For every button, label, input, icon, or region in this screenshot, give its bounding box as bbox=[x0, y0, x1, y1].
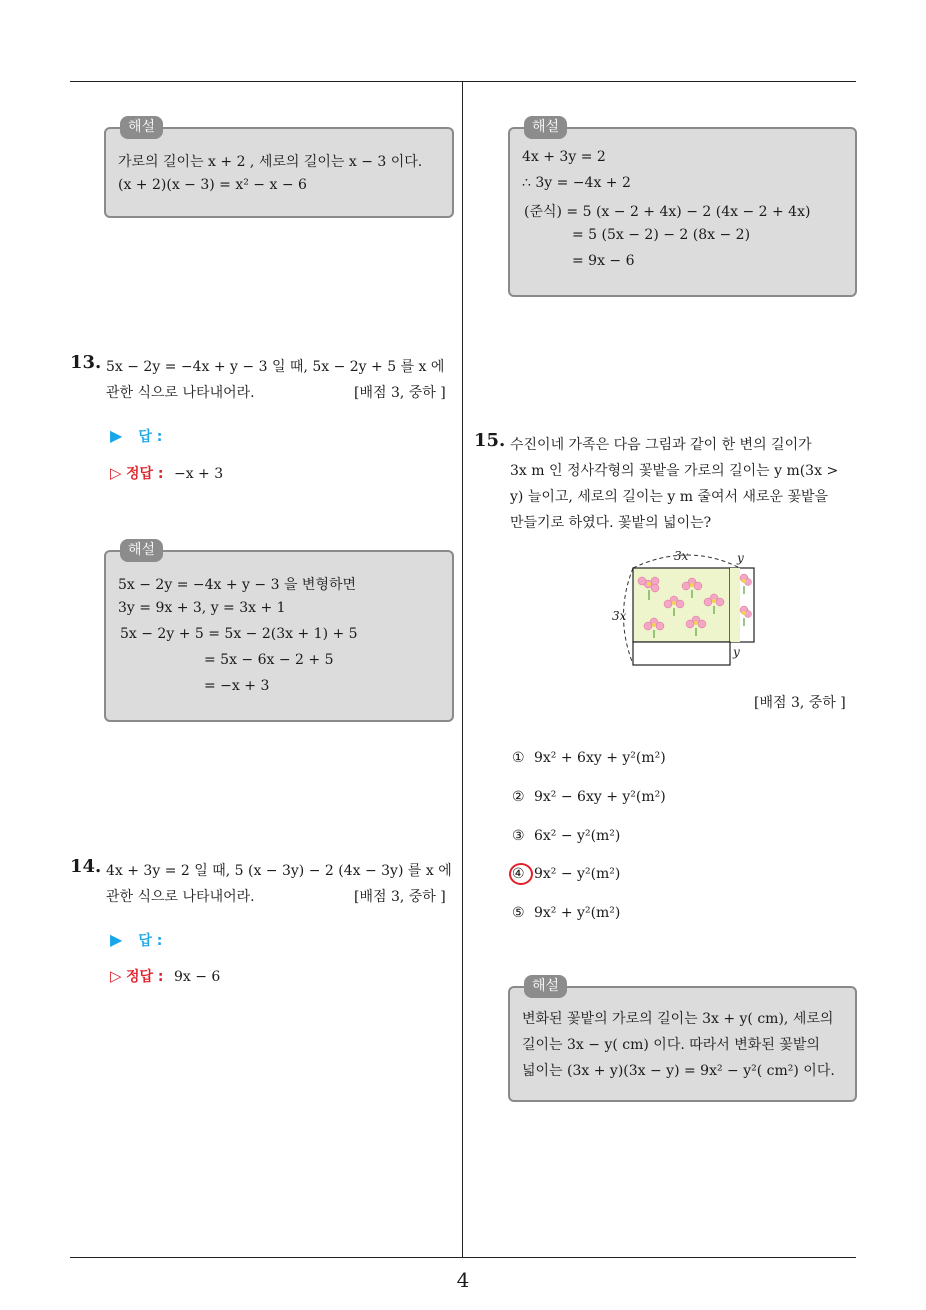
points-label: [배점 3, 중하 ] bbox=[354, 889, 446, 905]
question-text: y) 늘이고, 세로의 길이는 y m 줄여서 새로운 꽃밭을 bbox=[510, 489, 829, 505]
solution-box bbox=[104, 542, 454, 722]
bottom-rule bbox=[70, 1257, 856, 1258]
question-text: 만들기로 하였다. 꽃밭의 넓이는? bbox=[510, 515, 712, 531]
correct-answer-row bbox=[110, 966, 220, 986]
top-rule bbox=[70, 81, 856, 82]
correct-value: 9x − 6 bbox=[173, 969, 221, 985]
correct-answer-row bbox=[110, 463, 223, 483]
points-label: [배점 3, 중하 ] bbox=[754, 695, 846, 711]
choice-text: 9x² − y²(m²) bbox=[534, 866, 621, 882]
solution-box bbox=[104, 119, 454, 218]
solution-line: (x + 2)(x − 3) = x² − x − 6 bbox=[118, 177, 307, 193]
solution-line: = 5x − 6x − 2 + 5 bbox=[204, 652, 334, 668]
choice-number: ③ bbox=[512, 828, 525, 844]
question-number: 13. bbox=[70, 352, 102, 373]
question-text: 관한 식으로 나타내어라. bbox=[106, 385, 255, 401]
answer-label: 답 : bbox=[138, 429, 163, 445]
solution-line: 가로의 길이는 x + 2 , 세로의 길이는 x − 3 이다. bbox=[118, 154, 423, 170]
garden-figure bbox=[606, 548, 766, 678]
figure-label-y-bottom: y bbox=[733, 645, 740, 659]
page-number: 4 bbox=[456, 1268, 470, 1292]
question-text: 5x − 2y = −4x + y − 3 일 때, 5x − 2y + 5 를 x 에 bbox=[106, 359, 445, 375]
question-number: 14. bbox=[70, 856, 102, 877]
solution-line: 길이는 3x − y( cm) 이다. 따라서 변화된 꽃밭의 bbox=[522, 1037, 820, 1053]
answer-row bbox=[110, 930, 162, 950]
solution-tag: 해설 bbox=[120, 539, 163, 562]
choice-text: 9x² − 6xy + y²(m²) bbox=[534, 789, 666, 805]
choice-text: 9x² + 6xy + y²(m²) bbox=[534, 750, 666, 766]
choice-number: ④ bbox=[512, 866, 525, 882]
choice-number: ⑤ bbox=[512, 905, 525, 921]
choice-text: 9x² + y²(m²) bbox=[534, 905, 621, 921]
choice-1[interactable] bbox=[512, 750, 666, 766]
question-number: 15. bbox=[474, 430, 506, 451]
triangle-outline-icon: ▷ bbox=[110, 967, 122, 985]
solution-box bbox=[508, 119, 857, 297]
correct-value: −x + 3 bbox=[173, 466, 224, 482]
correct-label: 정답 : bbox=[126, 969, 164, 985]
choice-number: ② bbox=[512, 789, 525, 805]
solution-tag: 해설 bbox=[524, 116, 567, 139]
column-divider bbox=[462, 82, 463, 1258]
solution-box bbox=[508, 978, 857, 1102]
solution-line: 5x − 2y + 5 = 5x − 2(3x + 1) + 5 bbox=[120, 626, 358, 642]
solution-line: ∴ 3y = −4x + 2 bbox=[522, 175, 631, 191]
solution-line: = 9x − 6 bbox=[572, 253, 635, 269]
solution-line: 변화된 꽃밭의 가로의 길이는 3x + y( cm), 세로의 bbox=[522, 1011, 834, 1027]
answer-row bbox=[110, 426, 162, 446]
solution-line: 4x + 3y = 2 bbox=[522, 149, 606, 165]
solution-tag: 해설 bbox=[120, 116, 163, 139]
play-icon: ▶ bbox=[110, 426, 123, 445]
question-text: 4x + 3y = 2 일 때, 5 (x − 3y) − 2 (4x − 3y) 를 x 에 bbox=[106, 863, 452, 879]
solution-tag: 해설 bbox=[524, 975, 567, 998]
solution-line: = 5 (5x − 2) − 2 (8x − 2) bbox=[572, 227, 751, 243]
triangle-outline-icon: ▷ bbox=[110, 464, 122, 482]
solution-line: 5x − 2y = −4x + y − 3 을 변형하면 bbox=[118, 577, 357, 593]
choice-text: 6x² − y²(m²) bbox=[534, 828, 621, 844]
solution-line: = −x + 3 bbox=[204, 678, 270, 694]
question-text: 관한 식으로 나타내어라. bbox=[106, 889, 255, 905]
choice-4[interactable] bbox=[512, 866, 620, 882]
choice-5[interactable] bbox=[512, 905, 620, 921]
figure-label-side: 3x bbox=[612, 609, 627, 623]
choice-number: ① bbox=[512, 750, 525, 766]
question-text: 수진이네 가족은 다음 그림과 같이 한 변의 길이가 bbox=[510, 437, 812, 453]
points-label: [배점 3, 중하 ] bbox=[354, 385, 446, 401]
solution-line: 3y = 9x + 3, y = 3x + 1 bbox=[118, 600, 286, 616]
play-icon: ▶ bbox=[110, 930, 123, 949]
figure-label-y-top: y bbox=[737, 551, 744, 565]
answer-label: 답 : bbox=[138, 933, 163, 949]
solution-line: 넓이는 (3x + y)(3x − y) = 9x² − y²( cm²) 이다. bbox=[522, 1063, 835, 1079]
question-text: 3x m 인 정사각형의 꽃밭을 가로의 길이는 y m(3x > bbox=[510, 463, 839, 479]
solution-line: (준식) = 5 (x − 2 + 4x) − 2 (4x − 2 + 4x) bbox=[524, 204, 811, 220]
choice-2[interactable] bbox=[512, 789, 666, 805]
choice-3[interactable] bbox=[512, 828, 620, 844]
figure-label-top: 3x bbox=[674, 549, 689, 563]
correct-label: 정답 : bbox=[126, 466, 164, 482]
